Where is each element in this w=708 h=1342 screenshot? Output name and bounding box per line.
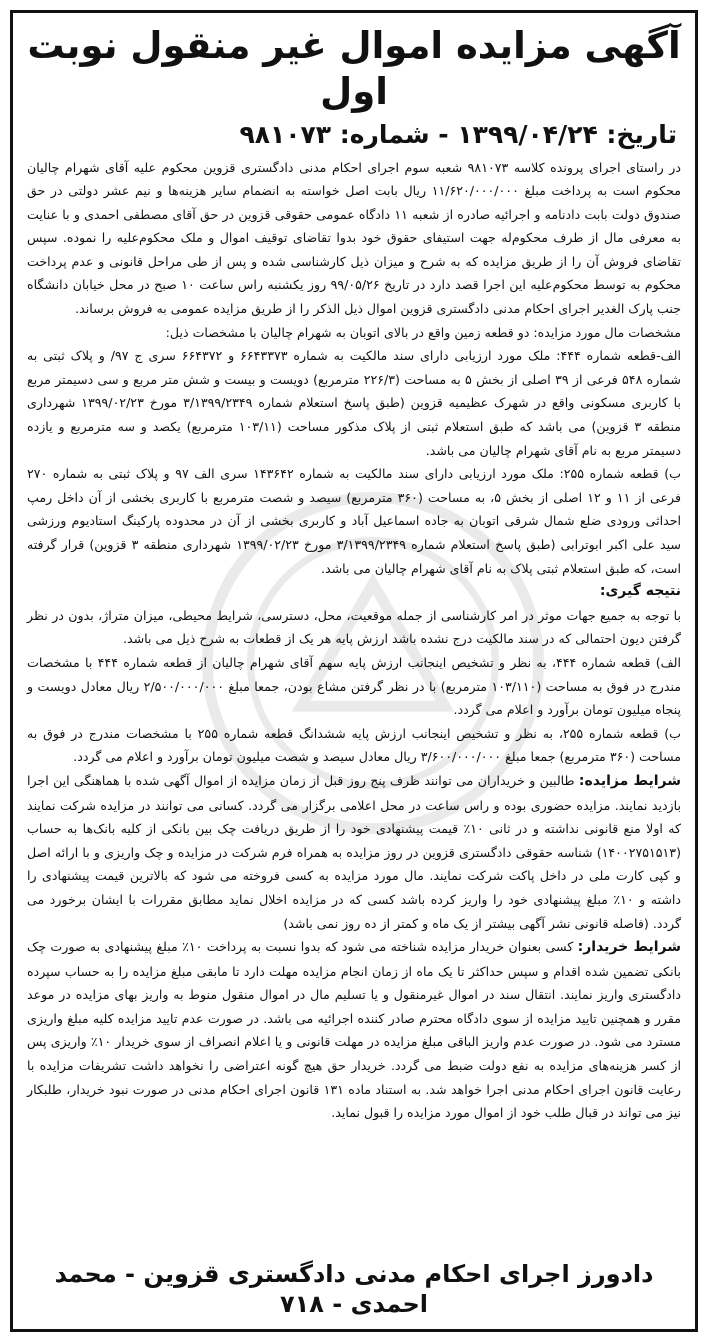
conclusion-a: الف) قطعه شماره ۴۴۴، به نظر و تشخیص اینجانب ارزش پایه سهم آقای شهرام چالیان از قطعه شماره ۴۴۴ با مشخصات مندرج در فوق به مساحت (۱۰۳/۱۱۰ مترمربع) با در نظر گرفتن مشاع بودن، جمعا مبلغ ۲/۵۰۰/۰۰۰/۰۰۰ ریال معادل دویست و پنجاه میلیون تومان برآورد و اعلام می گردد. [27,654,682,718]
conclusion-b: ب) قطعه شماره ۲۵۵، به نظر و تشخیص اینجانب ارزش پایه ششدانگ قطعه شماره ۲۵۵ با مشخصات مندرج در فوق به مساحت (۳۶۰ مترمربع) جمعا مبلغ ۳/۶۰۰/۰۰۰/۰۰۰ ریال معادل سیصد و شصت میلیون تومان برآورد و اعلام می گردد. [27,725,681,765]
conclusion-heading: نتیجه گیری: [599,583,681,600]
parcel-a: الف-قطعه شماره ۴۴۴: ملک مورد ارزیابی دارای سند مالکیت به شماره ۶۶۴۳۳۷۳ و ۶۶۴۳۷۲ سری ج ۹۷/ و پلاک ثبتی به شماره ۵۴۸ فرعی از ۳۹ اصلی از بخش ۵ به مساحت (۲۲۶/۳ مترمربع) دویست و بیست و شش متر مربع و سی دسیمتر مربع با کاربری مسکونی واقع در شهرک عظیمیه قزوین (طبق پاسخ استعلام شماره ۳/۱۳۹۹/۲۳۴۹ مورخ ۱۳۹۹/۰۲/۲۳ شهرداری منطقه ۳ قزوین) می باشد که طبق استعلام ثبتی از پلاک مذکور مساحت (۱۰۳/۱۱ مترمربع) یکصد و سه مترمربع و یازده دسیمتر مربع به نام آقای شهرام چالیان می باشد. [27,348,682,458]
notice-body [27,156,681,1125]
property-spec: مشخصات مال مورد مزایده: دو قطعه زمین واقع در بالای اتوبان به شهرام چالیان با مشخصات ذیل: [165,324,681,340]
intro-paragraph: در راستای اجرای پرونده کلاسه ۹۸۱۰۷۳ شعبه سوم اجرای احکام مدنی دادگستری قزوین محکوم علیه آقای شهرام چالیان محکوم است به پرداخت مبلغ ۱۱/۶۲۰/۰۰۰/۰۰۰ ریال بابت اصل خواسته به انضمام سایر هزینه‌ها و نیم عشر دولتی در حق صندوق دولت بابت دادنامه و اجرائیه صادره از شعبه ۱۱ دادگاه عمومی حقوقی قزوین در حق آقای مصطفی احمدی و با عنایت به معرفی مال از طرف محکوم‌له جهت استیفای حقوق خود بدوا تقاضای توقیف اموال و ملک محکوم‌علیه را نموده. سپس تقاضای فروش آن را از طریق مزایده که به شرح و میزان ذیل کارشناسی شده و پس از طی مراحل قانونی و عدم پرداخت محکوم به توسط محکوم‌علیه این اجرا قصد دارد در تاریخ ۹۹/۰۵/۲۶ روز یکشنبه راس ساعت ۱۰ صبح در محل خیابان دانشگاه جنب پارک الغدیر اجرای احکام مدنی دادگستری قزوین اموال ذیل الذکر را از طریق مزایده عمومی به فروش برساند. [27,159,681,317]
signature-line: دادورز اجرای احکام مدنی دادگستری قزوین - محمد احمدی - ۷۱۸ [54,1260,654,1318]
auction-terms [27,769,681,935]
buyer-terms [27,935,681,1125]
notice-date-number: تاریخ: ۱۳۹۹/۰۴/۲۴ - شماره: ۹۸۱۰۷۳ [239,119,677,149]
notice-frame [10,10,698,1332]
auction-terms-text: طالبین و خریداران می توانند ظرف پنج روز قبل از زمان مزایده از اموال آگهی شده با هماهنگی این اجرا بازدید نمایند. مزایده حضوری بوده و راس ساعت در محل اعلامی برگزار می گردد. کسانی می توانند در مزایده شرکت نمایند که اولا منع قانونی نداشته و در ثانی ۱۰٪ قیمت پیشنهادی خود را از طریق دریافت چک بین بانکی از کلیه بانک‌ها به حساب (۱۴۰۰۲۷۵۱۵۱۳) شناسه حقوقی دادگستری قزوین در روز مزایده به همراه فرم شرکت در مزایده و چک واریزی و با ارائه اصل و کپی کارت ملی در داخل پاکت شرکت نمایند. مال مورد مزایده به کسی فروخته می شود که بالاترین قیمت پیشنهادی را داشته و ۱۰٪ مبلغ پیشنهادی خود را واریز کرده باشد کسی که در مزایده اخلال نماید مطابق مقررات با ایشان برخورد می گردد. (فاصله قانونی نشر آگهی بیشتر از یک ماه و کمتر از ده روز نمی باشد) [27,772,681,931]
auction-terms-heading: شرایط مزایده: [578,772,681,789]
conclusion-intro: با توجه به جمیع جهات موثر در امر کارشناسی از جمله موقعیت، محل، دسترسی، شرایط محیطی، میزان متراژ، بدون در نظر گرفتن دیون احتمالی که در سند مالکیت درج نشده باشد ارزش پایه هر یک از قطعات به شرح ذیل می باشد. [27,607,681,647]
notice-title: آگهی مزایده اموال غیر منقول نوبت اول [27,24,681,114]
parcel-b: ب) قطعه شماره ۲۵۵: ملک مورد ارزیابی دارای سند مالکیت به شماره ۱۴۳۶۴۲ سری الف ۹۷ و پلاک ثبتی به شماره ۲۷۰ فرعی از ۱۱ و ۱۲ اصلی از بخش ۵، به مساحت (۳۶۰ مترمربع) سیصد و شصت مترمربع با کاربری بخشی از آن داخل رمپ احداثی ورودی ضلع شمال شرقی اتوبان به جاده اسماعیل آباد و کاربری بخشی از آن در محدوده پارکینگ استادیوم ورزشی سید علی اکبر ابوترابی (طبق پاسخ استعلام شماره ۳/۱۳۹۹/۲۳۴۹ مورخ ۱۳۹۹/۰۲/۲۳ شهرداری منطقه ۳ قزوین) قرار گرفته است، که طبق استعلام ثبتی پلاک به نام آقای شهرام چالیان می باشد. [27,466,681,576]
buyer-terms-heading: شرایط خریدار: [577,939,681,956]
buyer-terms-text: کسی بعنوان خریدار مزایده شناخته می شود که بدوا نسبت به پرداخت ۱۰٪ مبلغ پیشنهادی به صورت چک بانکی تضمین شده اقدام و سپس حداکثر تا یک ماه از زمان انجام مزایده مهلت دارد تا مابقی مبلغ مزایده را به حساب سپرده دادگستری واریز نمایند. انتقال سند در اموال غیرمنقول و یا تسلیم مال در اموال منقول منوط به واریز بهای مزایده در موعد مقرر و همچنین تایید مزایده از سوی دادگاه محترم صادر کننده اجرائیه می باشد. در صورت عدم تایید مزایده کلیه مبلغ واریزی مسترد می شود. در صورت عدم واریز الباقی مبلغ مزایده در مهلت قانونی و یا اعلام انصراف از سوی خریدار ۱۰٪ واریزی پس از کسر هزینه‌های مزایده به نفع دولت ضبط می گردد. خریدار حق هیچ گونه اعتراضی را نخواهد داشت تشریفات مزایده با رعایت قانون اجرای احکام مدنی اجرا خواهد شد. به استناد ماده ۱۳۱ قانون اجرای احکام مدنی در صورت نبود خریدار، طلبکار نیز می تواند در قبال طلب خود از اموال مورد مزایده را قبول نماید. [27,939,682,1121]
